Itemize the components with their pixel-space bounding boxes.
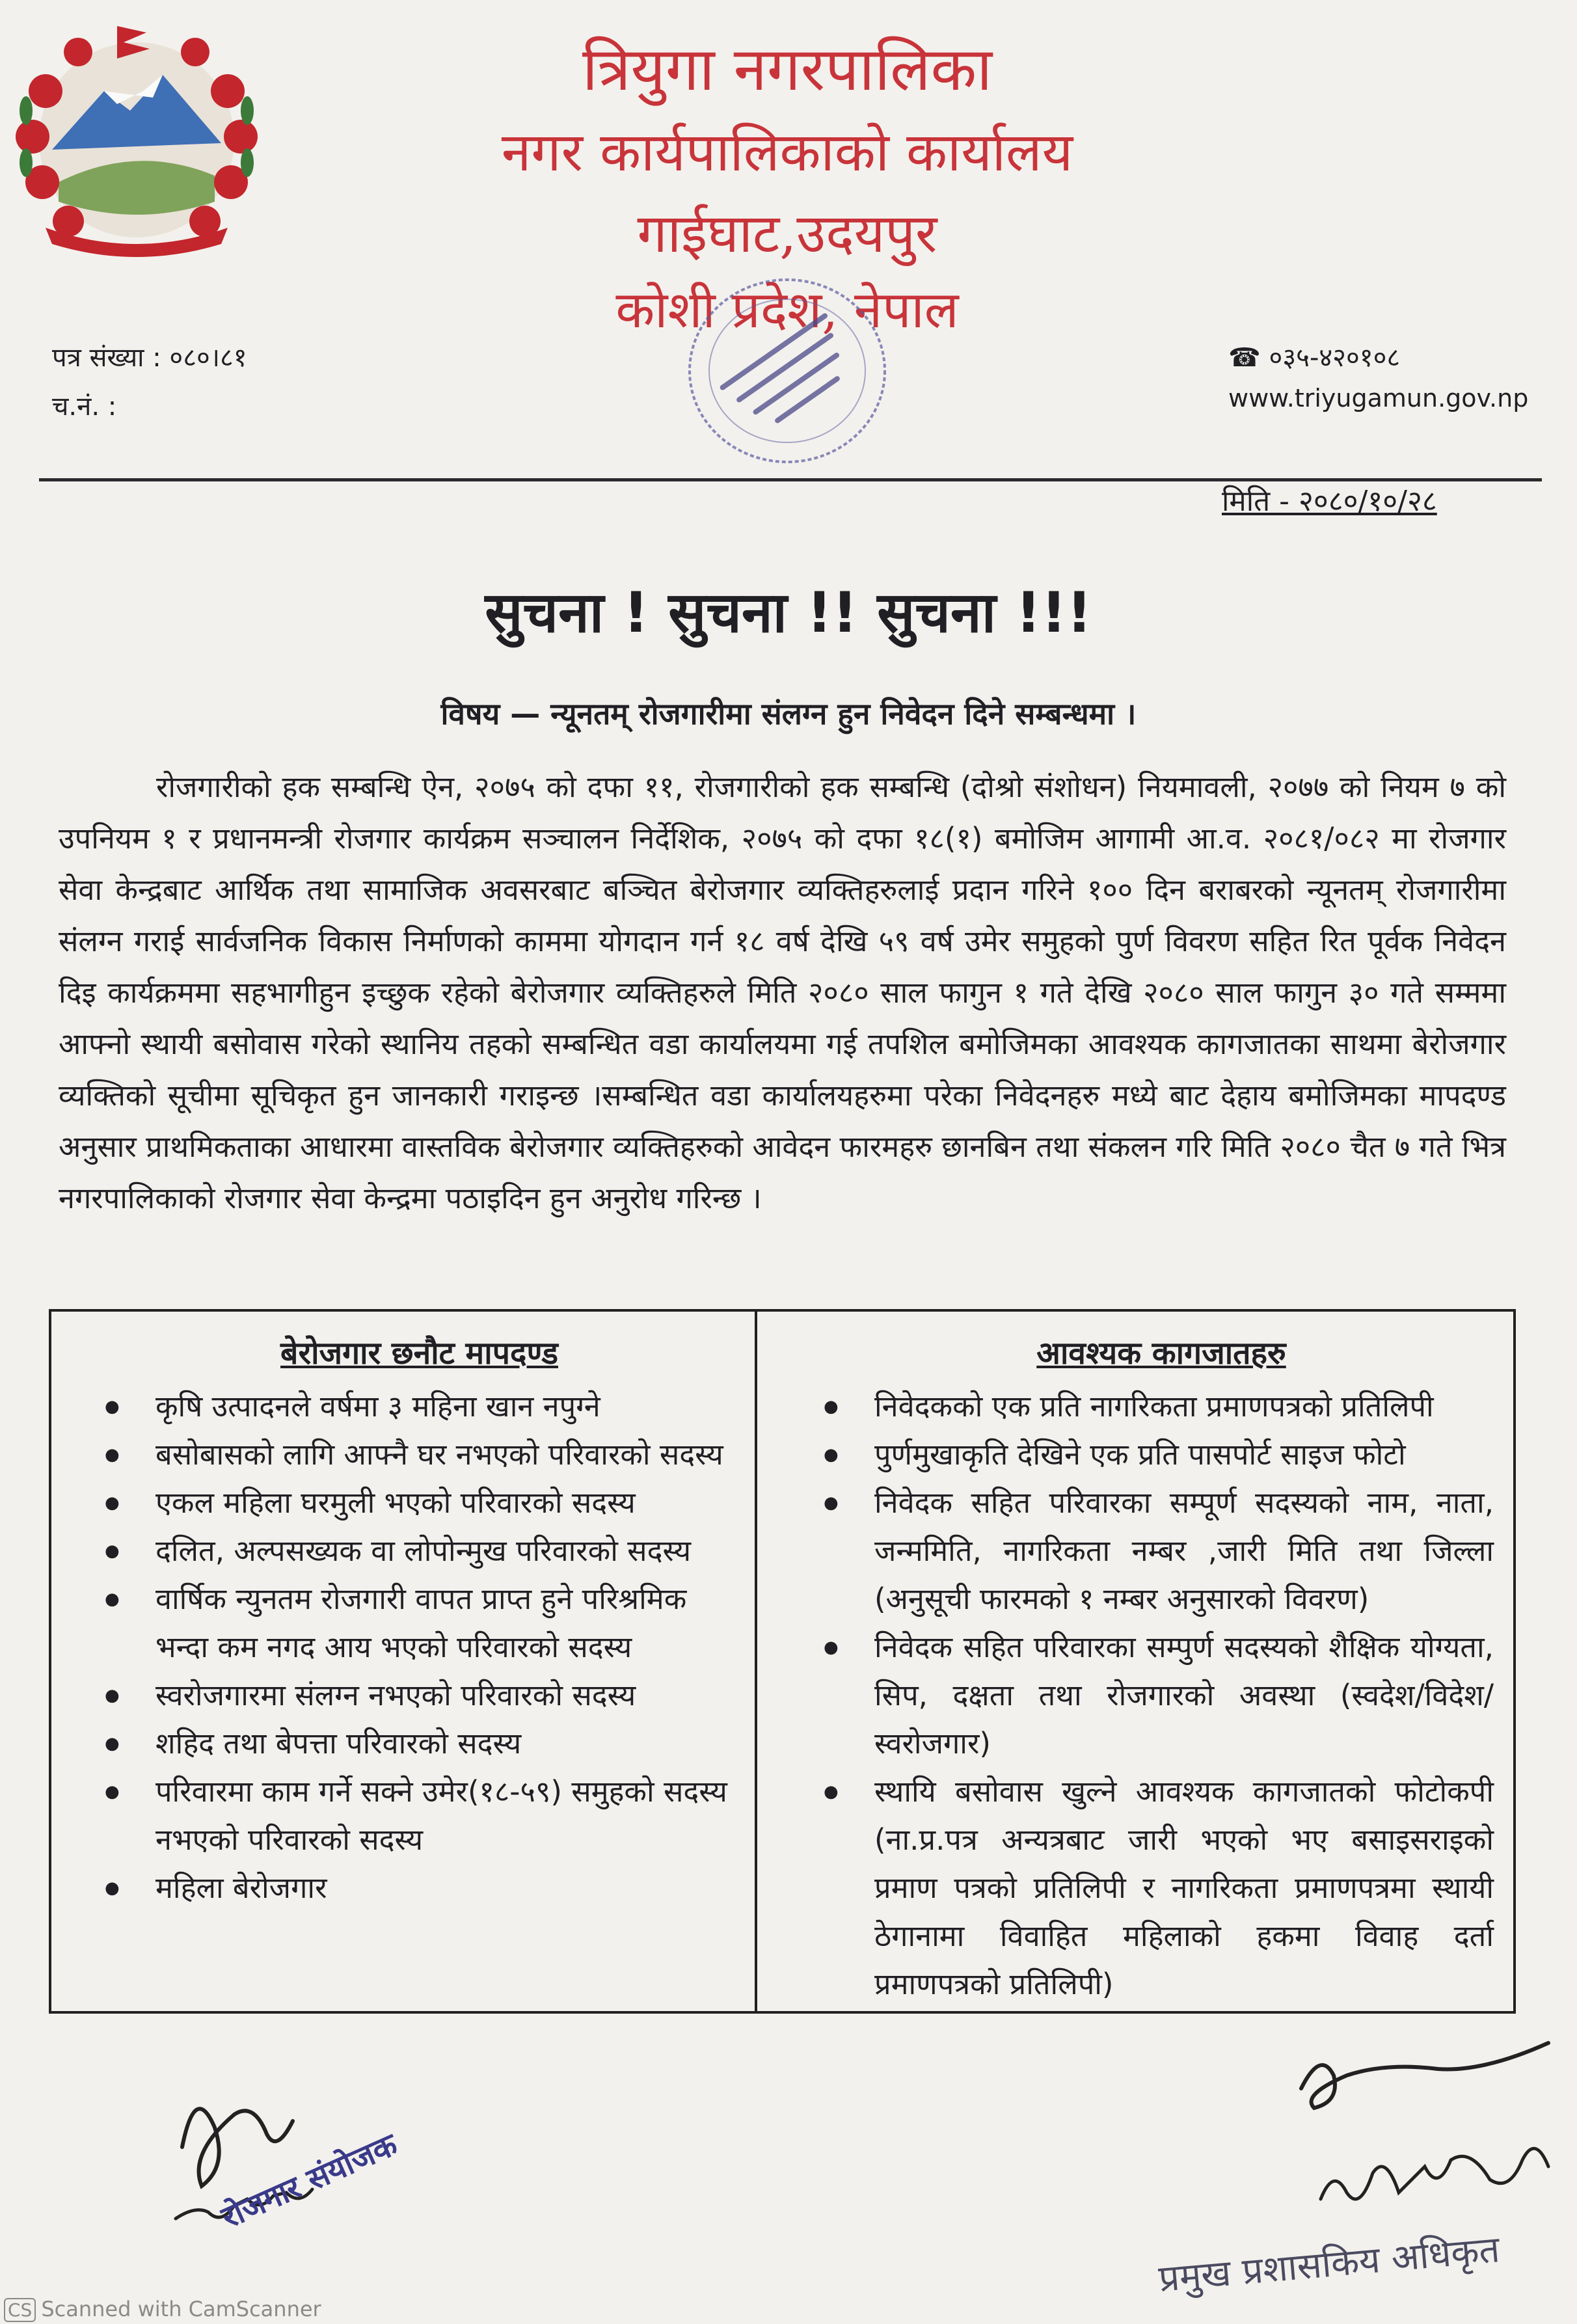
phone-number: ०३५-४२०१०८ [1269, 343, 1401, 373]
list-item: ● दलित, अल्पसख्यक वा लोपोन्मुख परिवारको सदस्य [110, 1527, 729, 1575]
office-name: नगर कार्यपालिकाको कार्यालय [501, 122, 1073, 183]
letter-date: मिति - २०८०/१०/२८ [1222, 485, 1437, 518]
list-item: ● महिला बेरोजगार [110, 1864, 729, 1912]
notice-subject: विषय — न्यूनतम् रोजगारीमा संलग्न हुन निवेदन दिने सम्बन्धमा । [440, 696, 1137, 731]
requirements-table [49, 1309, 1516, 2014]
documents-column [757, 1312, 1513, 2011]
right-signature [1275, 2036, 1568, 2232]
phone-line [1228, 338, 1400, 374]
letter-number: पत्र संख्या : ०८०।८१ [52, 343, 247, 373]
nepal-emblem-logo [7, 13, 267, 260]
notice-title: सुचना ! सुचना !! सुचना !!! [485, 580, 1092, 645]
notice-body: रोजगारीको हक सम्बन्धि ऐन, २०७५ को दफा ११, रोजगारीको हक सम्बन्धि (दोश्रो संशोधन) नियमावली, २०७७ को नियम ७ को उपनियम १ र प्रधानमन्त्री रोजगार कार्यक्रम सञ्चालन निर्देशिक, २०७५ को दफा १८(१) बमोजिम आगामी आ.व. २०८१/०८२ मा रोजगार सेवा केन्द्रबाट आर्थिक तथा सामाजिक अवसरबाट बञ्चित बेरोजगार व्यक्तिहरुलाई प्रदान गरिने १०० दिन बराबरको न्यूनतम् रोजगारीमा संलग्न गराई सार्वजनिक विकास निर्माणको काममा योगदान गर्न १८ वर्ष देखि ५९ वर्ष उमेर समुहको पुर्ण विवरण सहित रित पूर्वक निवेदन दिइ कार्यक्रममा सहभागीहुन इच्छुक रहेको बेरोजगार व्यक्तिहरुले मिति २०८० साल फागुन १ गते देखि २०८० साल फागुन ३० गते सम्ममा आफ्नो स्थायी बसोवास गरेको स्थानिय तहको सम्बन्धित वडा कार्यालयमा गई तपशिल बमोजिमका आवश्यक कागजातका साथमा बेरोजगार व्यक्तिको सूचीमा सूचिकृत हुन जानकारी गराइन्छ ।सम्बन्धित वडा कार्यालयहरुमा परेका निवेदनहरु मध्ये बाट देहाय बमोजिमका मापदण्ड अनुसार प्राथमिकताका आधारमा वास्तविक बेरोजगार व्यक्तिहरुको आवेदन फारमहरु छानबिन तथा संकलन गरि मिति २०८० चैत ७ गते भित्र नगरपालिकाको रोजगार सेवा केन्द्रमा पठाइदिन हुन अनुरोध गरिन्छ । [59, 770, 1506, 1215]
list-item: ● कृषि उत्पादनले वर्षमा ३ महिना खान नपुग्ने [110, 1383, 729, 1431]
list-item: ● शहिद तथा बेपत्ता परिवारको सदस्य [110, 1720, 729, 1768]
office-seal-stamp [677, 267, 898, 475]
municipality-name: त्रियुगा नगरपालिका [582, 34, 993, 104]
phone-icon: ☎ [1228, 343, 1261, 373]
list-item: ● परिवारमा काम गर्ने सक्ने उमेर(१८-५९) समुहको सदस्य नभएको परिवारको सदस्य [110, 1768, 729, 1864]
list-item: ● वार्षिक न्युनतम रोजगारी वापत प्राप्त हुने परिश्रमिक भन्दा कम नगद आय भएको परिवारको सदस्य [110, 1575, 729, 1671]
camscanner-icon: CS [4, 2298, 36, 2322]
criteria-heading: बेरोजगार छनौट मापदण्ड [280, 1335, 558, 1371]
list-item: ● स्वरोजगारमा संलग्न नभएको परिवारको सदस्य [110, 1671, 729, 1720]
list-item: ● निवेदक सहित परिवारका सम्पूर्ण सदस्यको नाम, नाता, जन्ममिति, नागरिकता नम्बर ,जारी मिति तथा जिल्ला (अनुसूची फारमको १ नम्बर अनुसारको विवरण) [829, 1479, 1494, 1623]
list-item: ● स्थायि बसोवास खुल्ने आवश्यक कागजातको फोटोकपी (ना.प्र.पत्र अन्यत्रबाट जारी भएको भए बसाइसराइको प्रमाण पत्रको प्रतिलिपी र नागरिकता प्रमाणपत्रमा स्थायी ठेगानामा विवाहित महिलाको हकमा विवाह दर्ता प्रमाणपत्रको प्रतिलिपी) [829, 1768, 1494, 2008]
chief-officer-title: प्रमुख प्रशासकिय अधिकृत [1157, 2228, 1502, 2301]
list-item: ● निवेदकको एक प्रति नागरिकता प्रमाणपत्रको प्रतिलिपी [829, 1383, 1494, 1431]
list-item: ● निवेदक सहित परिवारका सम्पुर्ण सदस्यको शैक्षिक योग्यता, सिप, दक्षता तथा रोजगारको अवस्था (स्वदेश/विदेश/स्वरोजगार) [829, 1623, 1494, 1768]
criteria-column [51, 1312, 757, 2011]
office-address: गाईघाट,उदयपुर [637, 203, 937, 265]
office-province: कोशी प्रदेश, नेपाल [615, 281, 959, 340]
website-link: www.triyugamun.gov.np [1228, 384, 1529, 412]
list-item: ● बसोबासको लागि आफ्नै घर नभएको परिवारको सदस्य [110, 1431, 729, 1479]
scanner-text: Scanned with CamScanner [41, 2297, 321, 2321]
employment-coordinator-stamp: रोजगार संयोजक [216, 2126, 403, 2236]
list-item: ● एकल महिला घरमुली भएको परिवारको सदस्य [110, 1479, 729, 1527]
documents-heading: आवश्यक कागजातहरु [1036, 1335, 1286, 1371]
documents-list [829, 1383, 1494, 2008]
chalani-number: च.नं. : [52, 392, 117, 422]
criteria-list [110, 1383, 729, 1912]
list-item: ● पुर्णमुखाकृति देखिने एक प्रति पासपोर्ट साइज फोटो [829, 1431, 1494, 1479]
scanner-watermark [4, 2297, 321, 2322]
